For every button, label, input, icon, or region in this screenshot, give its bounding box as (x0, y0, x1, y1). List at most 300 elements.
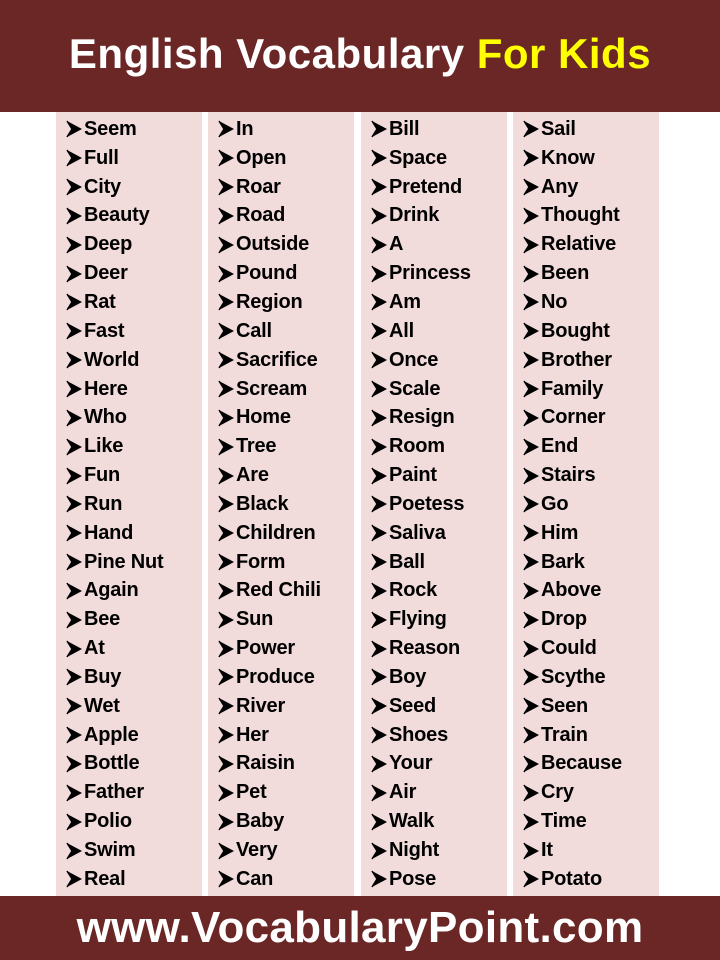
arrow-bullet-icon (371, 409, 388, 427)
arrow-bullet-icon (523, 409, 540, 427)
word-item (371, 692, 507, 721)
word-item (218, 836, 354, 865)
arrow-bullet-icon (218, 438, 235, 456)
arrow-bullet-icon (523, 813, 540, 831)
word-item (523, 115, 659, 144)
word-item (66, 663, 202, 692)
word-label: Can (236, 867, 274, 890)
word-item (523, 317, 659, 346)
arrow-bullet-icon (218, 380, 235, 398)
word-column-3 (361, 112, 507, 896)
arrow-bullet-icon (371, 236, 388, 254)
word-item (218, 692, 354, 721)
arrow-bullet-icon (66, 524, 83, 542)
arrow-bullet-icon (218, 524, 235, 542)
word-column-4 (513, 112, 659, 896)
word-label: In (236, 117, 254, 140)
word-item (523, 750, 659, 779)
arrow-bullet-icon (523, 726, 540, 744)
word-list (513, 112, 659, 894)
arrow-bullet-icon (371, 351, 388, 369)
word-item (218, 577, 354, 606)
word-item (523, 634, 659, 663)
arrow-bullet-icon (523, 870, 540, 888)
word-label: Swim (84, 839, 136, 862)
word-label: Real (84, 867, 126, 890)
arrow-bullet-icon (371, 265, 388, 283)
arrow-bullet-icon (523, 495, 540, 513)
arrow-bullet-icon (371, 870, 388, 888)
word-item (371, 461, 507, 490)
arrow-bullet-icon (371, 322, 388, 340)
arrow-bullet-icon (218, 611, 235, 629)
arrow-bullet-icon (218, 495, 235, 513)
word-label: Room (389, 435, 445, 458)
word-item (218, 432, 354, 461)
word-item (523, 144, 659, 173)
arrow-bullet-icon (66, 842, 83, 860)
word-item (371, 721, 507, 750)
word-label: Flying (389, 608, 447, 631)
word-label: Bottle (84, 752, 140, 775)
arrow-bullet-icon (523, 207, 540, 225)
word-item (66, 288, 202, 317)
word-item (523, 259, 659, 288)
word-item (371, 230, 507, 259)
word-item (218, 490, 354, 519)
arrow-bullet-icon (523, 293, 540, 311)
word-label: City (84, 175, 121, 198)
word-label: Drop (541, 608, 587, 631)
word-item (523, 807, 659, 836)
arrow-bullet-icon (66, 726, 83, 744)
arrow-bullet-icon (66, 293, 83, 311)
arrow-bullet-icon (66, 582, 83, 600)
word-label: Produce (236, 665, 315, 688)
arrow-bullet-icon (66, 495, 83, 513)
arrow-bullet-icon (218, 697, 235, 715)
word-label: Your (389, 752, 433, 775)
word-label: Poetess (389, 492, 465, 515)
arrow-bullet-icon (523, 524, 540, 542)
arrow-bullet-icon (523, 265, 540, 283)
arrow-bullet-icon (371, 813, 388, 831)
word-label: No (541, 290, 568, 313)
word-item (66, 577, 202, 606)
word-item (523, 173, 659, 202)
arrow-bullet-icon (66, 553, 83, 571)
word-label: Bill (389, 117, 420, 140)
word-item (218, 259, 354, 288)
arrow-bullet-icon (371, 149, 388, 167)
word-label: Reason (389, 637, 461, 660)
word-label: Deer (84, 262, 128, 285)
word-label: Seed (389, 694, 437, 717)
word-label: Children (236, 521, 316, 544)
arrow-bullet-icon (371, 668, 388, 686)
word-label: Corner (541, 406, 606, 429)
word-item (371, 202, 507, 231)
word-item (523, 288, 659, 317)
word-item (66, 346, 202, 375)
arrow-bullet-icon (523, 178, 540, 196)
word-item (371, 317, 507, 346)
word-item (371, 634, 507, 663)
word-label: Cry (541, 781, 574, 804)
arrow-bullet-icon (523, 236, 540, 254)
arrow-bullet-icon (66, 611, 83, 629)
word-label: A (389, 233, 404, 256)
word-label: Bought (541, 319, 610, 342)
word-item (66, 778, 202, 807)
word-label: Beauty (84, 204, 150, 227)
word-list (56, 112, 202, 894)
header-banner (0, 0, 720, 112)
word-label: Black (236, 492, 289, 515)
word-label: Pound (236, 262, 298, 285)
word-item (218, 375, 354, 404)
word-item (218, 403, 354, 432)
word-item (523, 577, 659, 606)
arrow-bullet-icon (66, 755, 83, 773)
website-url: www.VocabularyPoint.com (76, 903, 644, 952)
word-label: Buy (84, 665, 122, 688)
word-label: Space (389, 146, 447, 169)
word-item (523, 778, 659, 807)
word-label: Here (84, 377, 128, 400)
word-label: Sacrifice (236, 348, 318, 371)
word-item (218, 721, 354, 750)
word-label: Bee (84, 608, 121, 631)
word-label: Resign (389, 406, 455, 429)
title-accent: For Kids (476, 30, 652, 77)
word-item (218, 865, 354, 894)
arrow-bullet-icon (66, 322, 83, 340)
word-item (523, 692, 659, 721)
word-label: Deep (84, 233, 133, 256)
word-label: Time (541, 810, 587, 833)
word-item (371, 259, 507, 288)
word-label: Sun (236, 608, 274, 631)
word-label: Air (389, 781, 417, 804)
arrow-bullet-icon (218, 784, 235, 802)
word-item (66, 807, 202, 836)
word-item (66, 115, 202, 144)
word-label: Again (84, 579, 139, 602)
arrow-bullet-icon (218, 755, 235, 773)
word-item (218, 144, 354, 173)
word-item (218, 605, 354, 634)
arrow-bullet-icon (218, 236, 235, 254)
word-label: Outside (236, 233, 310, 256)
word-label: Scythe (541, 665, 606, 688)
word-item (66, 865, 202, 894)
word-label: Apple (84, 723, 139, 746)
word-item (523, 432, 659, 461)
word-list (208, 112, 354, 894)
arrow-bullet-icon (218, 640, 235, 658)
word-label: Hand (84, 521, 134, 544)
arrow-bullet-icon (218, 813, 235, 831)
word-label: Are (236, 464, 269, 487)
word-item (523, 461, 659, 490)
word-label: Baby (236, 810, 285, 833)
word-label: Road (236, 204, 286, 227)
word-item (218, 173, 354, 202)
word-label: Am (389, 290, 421, 313)
word-label: Stairs (541, 464, 596, 487)
arrow-bullet-icon (523, 380, 540, 398)
word-label: Could (541, 637, 597, 660)
arrow-bullet-icon (218, 726, 235, 744)
word-item (66, 750, 202, 779)
arrow-bullet-icon (218, 870, 235, 888)
arrow-bullet-icon (218, 582, 235, 600)
word-label: Once (389, 348, 439, 371)
arrow-bullet-icon (371, 726, 388, 744)
word-label: All (389, 319, 414, 342)
arrow-bullet-icon (371, 120, 388, 138)
word-column-2 (208, 112, 354, 896)
word-item (66, 173, 202, 202)
arrow-bullet-icon (371, 467, 388, 485)
arrow-bullet-icon (66, 149, 83, 167)
word-label: Very (236, 839, 278, 862)
arrow-bullet-icon (218, 351, 235, 369)
arrow-bullet-icon (523, 438, 540, 456)
arrow-bullet-icon (218, 178, 235, 196)
word-list (361, 112, 507, 894)
arrow-bullet-icon (218, 322, 235, 340)
arrow-bullet-icon (523, 842, 540, 860)
arrow-bullet-icon (218, 668, 235, 686)
arrow-bullet-icon (66, 207, 83, 225)
word-item (523, 375, 659, 404)
word-label: At (84, 637, 105, 660)
word-item (371, 778, 507, 807)
word-item (66, 634, 202, 663)
word-item (371, 346, 507, 375)
word-label: Pretend (389, 175, 463, 198)
word-label: Her (236, 723, 269, 746)
arrow-bullet-icon (218, 409, 235, 427)
word-label: Red Chili (236, 579, 321, 602)
word-item (523, 346, 659, 375)
word-label: Paint (389, 464, 437, 487)
word-label: Go (541, 492, 569, 515)
word-item (66, 144, 202, 173)
arrow-bullet-icon (66, 870, 83, 888)
word-label: Night (389, 839, 440, 862)
arrow-bullet-icon (66, 236, 83, 254)
word-item (523, 403, 659, 432)
arrow-bullet-icon (66, 697, 83, 715)
word-label: Potato (541, 867, 603, 890)
arrow-bullet-icon (66, 351, 83, 369)
word-label: World (84, 348, 140, 371)
arrow-bullet-icon (66, 784, 83, 802)
arrow-bullet-icon (523, 697, 540, 715)
arrow-bullet-icon (371, 582, 388, 600)
arrow-bullet-icon (66, 813, 83, 831)
word-label: Fun (84, 464, 121, 487)
word-item (523, 519, 659, 548)
word-label: Princess (389, 262, 471, 285)
arrow-bullet-icon (66, 265, 83, 283)
arrow-bullet-icon (66, 380, 83, 398)
word-label: Rock (389, 579, 438, 602)
arrow-bullet-icon (523, 467, 540, 485)
word-item (66, 836, 202, 865)
arrow-bullet-icon (371, 178, 388, 196)
arrow-bullet-icon (66, 120, 83, 138)
word-item (66, 461, 202, 490)
word-label: It (541, 839, 553, 862)
word-label: Run (84, 492, 123, 515)
arrow-bullet-icon (371, 495, 388, 513)
word-label: Bark (541, 550, 585, 573)
word-label: Pet (236, 781, 267, 804)
word-label: Sail (541, 117, 576, 140)
word-label: Fast (84, 319, 125, 342)
word-item (371, 432, 507, 461)
word-label: Thought (541, 204, 620, 227)
word-item (523, 865, 659, 894)
arrow-bullet-icon (218, 553, 235, 571)
word-item (371, 807, 507, 836)
word-label: Shoes (389, 723, 449, 746)
word-item (371, 605, 507, 634)
word-item (523, 202, 659, 231)
word-item (218, 634, 354, 663)
word-label: Open (236, 146, 287, 169)
word-item (218, 750, 354, 779)
word-item (66, 519, 202, 548)
arrow-bullet-icon (523, 582, 540, 600)
word-item (66, 692, 202, 721)
arrow-bullet-icon (371, 784, 388, 802)
arrow-bullet-icon (523, 120, 540, 138)
word-label: Boy (389, 665, 427, 688)
word-label: Seem (84, 117, 137, 140)
word-item (66, 259, 202, 288)
arrow-bullet-icon (66, 668, 83, 686)
arrow-bullet-icon (371, 524, 388, 542)
word-item (218, 461, 354, 490)
word-item (218, 663, 354, 692)
arrow-bullet-icon (523, 668, 540, 686)
word-label: End (541, 435, 579, 458)
word-item (218, 346, 354, 375)
word-label: Scream (236, 377, 308, 400)
arrow-bullet-icon (66, 178, 83, 196)
word-item (218, 202, 354, 231)
arrow-bullet-icon (523, 611, 540, 629)
arrow-bullet-icon (371, 755, 388, 773)
arrow-bullet-icon (218, 120, 235, 138)
word-label: Know (541, 146, 595, 169)
word-label: Because (541, 752, 622, 775)
word-label: Above (541, 579, 602, 602)
word-label: Ball (389, 550, 425, 573)
word-item (66, 548, 202, 577)
word-item (66, 375, 202, 404)
word-item (371, 375, 507, 404)
word-label: Who (84, 406, 127, 429)
word-label: Wet (84, 694, 120, 717)
word-item (371, 865, 507, 894)
arrow-bullet-icon (523, 755, 540, 773)
word-item (66, 403, 202, 432)
word-item (371, 750, 507, 779)
word-item (218, 548, 354, 577)
title-main: English Vocabulary (68, 30, 465, 77)
word-label: Call (236, 319, 272, 342)
word-label: Full (84, 146, 119, 169)
word-label: Been (541, 262, 590, 285)
word-label: Him (541, 521, 579, 544)
word-item (523, 490, 659, 519)
arrow-bullet-icon (66, 438, 83, 456)
word-label: Seen (541, 694, 589, 717)
word-item (66, 490, 202, 519)
arrow-bullet-icon (66, 640, 83, 658)
arrow-bullet-icon (218, 467, 235, 485)
arrow-bullet-icon (523, 322, 540, 340)
arrow-bullet-icon (66, 467, 83, 485)
word-label: Scale (389, 377, 441, 400)
word-label: Form (236, 550, 286, 573)
word-label: Brother (541, 348, 612, 371)
word-item (371, 173, 507, 202)
word-item (371, 144, 507, 173)
arrow-bullet-icon (218, 149, 235, 167)
word-label: Home (236, 406, 291, 429)
word-label: Drink (389, 204, 440, 227)
arrow-bullet-icon (218, 293, 235, 311)
word-item (218, 807, 354, 836)
arrow-bullet-icon (371, 380, 388, 398)
word-label: Rat (84, 290, 116, 313)
word-label: Polio (84, 810, 132, 833)
word-item (66, 605, 202, 634)
word-label: Train (541, 723, 588, 746)
word-label: Father (84, 781, 144, 804)
word-label: Relative (541, 233, 617, 256)
word-label: Saliva (389, 521, 446, 544)
word-item (218, 288, 354, 317)
footer-banner (0, 896, 720, 960)
word-item (66, 202, 202, 231)
word-label: Tree (236, 435, 277, 458)
word-item (523, 230, 659, 259)
word-item (371, 403, 507, 432)
arrow-bullet-icon (66, 409, 83, 427)
word-item (66, 721, 202, 750)
word-item (218, 230, 354, 259)
word-label: Walk (389, 810, 435, 833)
word-item (371, 490, 507, 519)
word-item (371, 519, 507, 548)
arrow-bullet-icon (523, 351, 540, 369)
word-label: Pine Nut (84, 550, 164, 573)
word-item (218, 778, 354, 807)
word-item (523, 548, 659, 577)
word-item (66, 230, 202, 259)
word-item (371, 115, 507, 144)
arrow-bullet-icon (371, 438, 388, 456)
word-label: River (236, 694, 286, 717)
